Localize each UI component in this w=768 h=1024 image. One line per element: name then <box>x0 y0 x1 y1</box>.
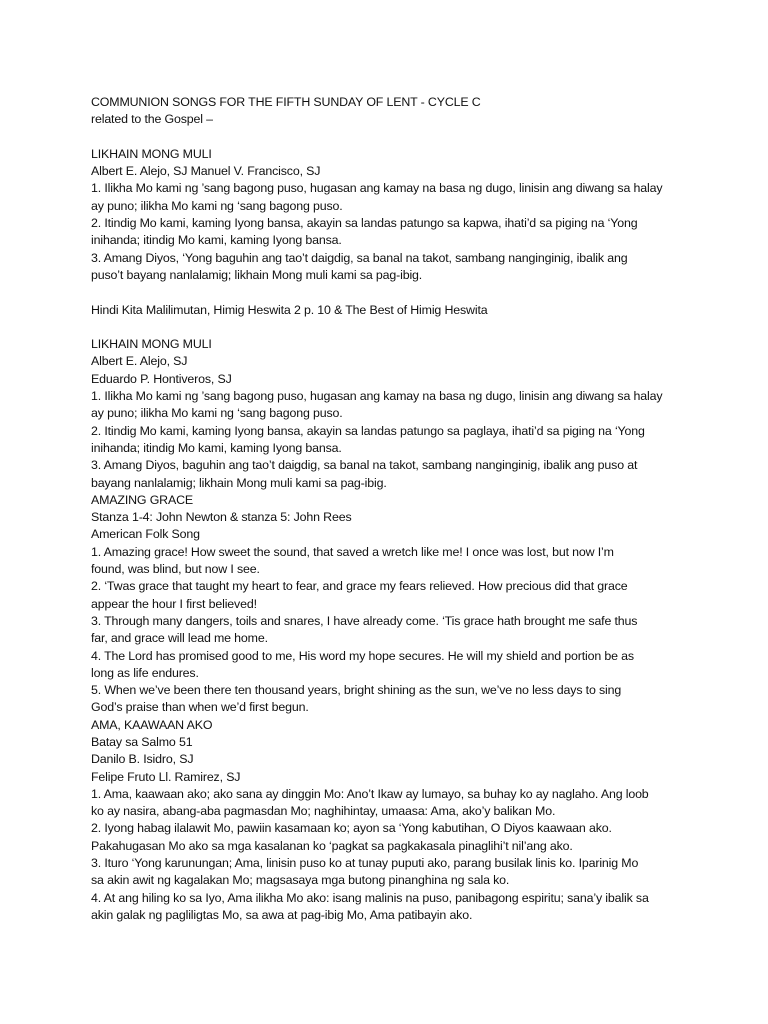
document-title: COMMUNION SONGS FOR THE FIFTH SUNDAY OF LENT - CYCLE C <box>91 95 481 109</box>
verse-line: 1. Ilikha Mo kami ng ’sang bagong puso, hugasan ang kamay na basa ng dugo, linisin ang diwang sa halay <box>91 181 663 196</box>
spacer <box>91 284 711 301</box>
song-title: AMA, KAAWAAN AKO <box>91 717 213 732</box>
verse-line: bayang nanlalamig; likhain Mong muli kami sa pag-ibig. <box>91 475 387 490</box>
verse-line: 3. Amang Diyos, ‘Yong baguhin ang tao’t daigdig, sa banal na takot, sambang nanginginig, ibalik ang <box>91 250 628 265</box>
song-credits: Felipe Fruto Ll. Ramirez, SJ <box>91 769 241 784</box>
verse-line: puso’t bayang nanlalamig; likhain Mong muli kami sa pag-ibig. <box>91 267 423 282</box>
verse-line: sa akin awit ng kagalakan Mo; magsasaya mga butong pinanghina ng sala ko. <box>91 873 510 888</box>
verse-line: inihanda; itindig Mo kami, kaming Iyong bansa. <box>91 233 342 248</box>
verse-line: 1. Ama, kaawaan ako; ako sana ay dinggin Mo: Ano’t Ikaw ay lumayo, sa buhay ko ay naglaho. Ang loob <box>91 786 649 801</box>
spacer <box>91 319 711 336</box>
verse-line: God’s praise than when we’d first begun. <box>91 700 309 715</box>
song-credits: American Folk Song <box>91 527 200 542</box>
verse-line: 5. When we’ve been there ten thousand years, bright shining as the sun, we’ve no less days to sing <box>91 683 622 698</box>
spacer <box>91 129 711 146</box>
verse-line: Pakahugasan Mo ako sa mga kasalanan ko ‘pagkat sa pagkakasala pinaglihi’t nil’ang ako. <box>91 838 573 853</box>
verse-line: 1. Amazing grace! How sweet the sound, that saved a wretch like me! I once was lost, but now I’m <box>91 544 614 559</box>
verse-line: ko ay nasira, abang-aba pagmasdan Mo; naghihintay, umaasa: Ama, ako’y balikan Mo. <box>91 804 556 819</box>
verse-line: 2. Itindig Mo kami, kaming Iyong bansa, akayin sa landas patungo sa kapwa, ihati’d sa piging na ‘Yong <box>91 216 638 231</box>
song-title: AMAZING GRACE <box>91 492 194 507</box>
verse-line: ay puno; ilikha Mo kami ng ‘sang bagong puso. <box>91 406 343 421</box>
song-credits: Eduardo P. Hontiveros, SJ <box>91 371 232 386</box>
verse-line: akin galak ng pagliligtas Mo, sa awa at pag-ibig Mo, Ama patibayin ako. <box>91 907 473 922</box>
verse-line: far, and grace will lead me home. <box>91 631 268 646</box>
verse-line: 2. Itindig Mo kami, kaming Iyong bansa, akayin sa landas patungo sa paglaya, ihati’d sa piging na ‘Yong <box>91 423 645 438</box>
song-credits: Albert E. Alejo, SJ Manuel V. Francisco, SJ <box>91 164 321 179</box>
verse-line: 4. At ang hiling ko sa Iyo, Ama ilikha Mo ako: isang malinis na puso, panibagong espiritu; sana’y ibalik sa <box>91 890 649 905</box>
verse-line: ay puno; ilikha Mo kami ng ‘sang bagong puso. <box>91 198 343 213</box>
verse-line: 4. The Lord has promised good to me, His word my hope secures. He will my shield and portion be as <box>91 648 634 663</box>
verse-line: appear the hour I first believed! <box>91 596 257 611</box>
song-credits: Danilo B. Isidro, SJ <box>91 752 194 767</box>
document-subtitle: related to the Gospel – <box>91 112 213 127</box>
verse-line: long as life endures. <box>91 665 199 680</box>
verse-line: 3. Through many dangers, toils and snares, I have already come. ‘Tis grace hath brought me safe thus <box>91 613 638 628</box>
verse-line: inihanda; itindig Mo kami, kaming Iyong bansa. <box>91 440 342 455</box>
song-title: LIKHAIN MONG MULI <box>91 337 212 352</box>
document-page <box>91 94 711 924</box>
verse-line: 2. Iyong habag ilalawit Mo, pawiin kasamaan ko; ayon sa ‘Yong kabutihan, O Diyos kaawaan ako. <box>91 821 612 836</box>
verse-line: 2. ‘Twas grace that taught my heart to fear, and grace my fears relieved. How precious did that grace <box>91 579 628 594</box>
song-credits: Batay sa Salmo 51 <box>91 734 193 749</box>
verse-line: 1. Ilikha Mo kami ng ’sang bagong puso, hugasan ang kamay na basa ng dugo, linisin ang diwang sa halay <box>91 389 663 404</box>
song-credits: Albert E. Alejo, SJ <box>91 354 188 369</box>
song-credits: Stanza 1-4: John Newton & stanza 5: John Rees <box>91 510 352 525</box>
verse-line: 3. Amang Diyos, baguhin ang tao’t daigdig, sa banal na takot, sambang nanginginig, ibalik ang puso at <box>91 458 638 473</box>
song-title: LIKHAIN MONG MULI <box>91 146 212 161</box>
verse-line: 3. Ituro ‘Yong karunungan; Ama, linisin puso ko at tunay puputi ako, parang busilak linis ko. Iparinig Mo <box>91 856 639 871</box>
source-note: Hindi Kita Malilimutan, Himig Heswita 2 p. 10 & The Best of Himig Heswita <box>91 302 488 317</box>
verse-line: found, was blind, but now I see. <box>91 562 260 577</box>
